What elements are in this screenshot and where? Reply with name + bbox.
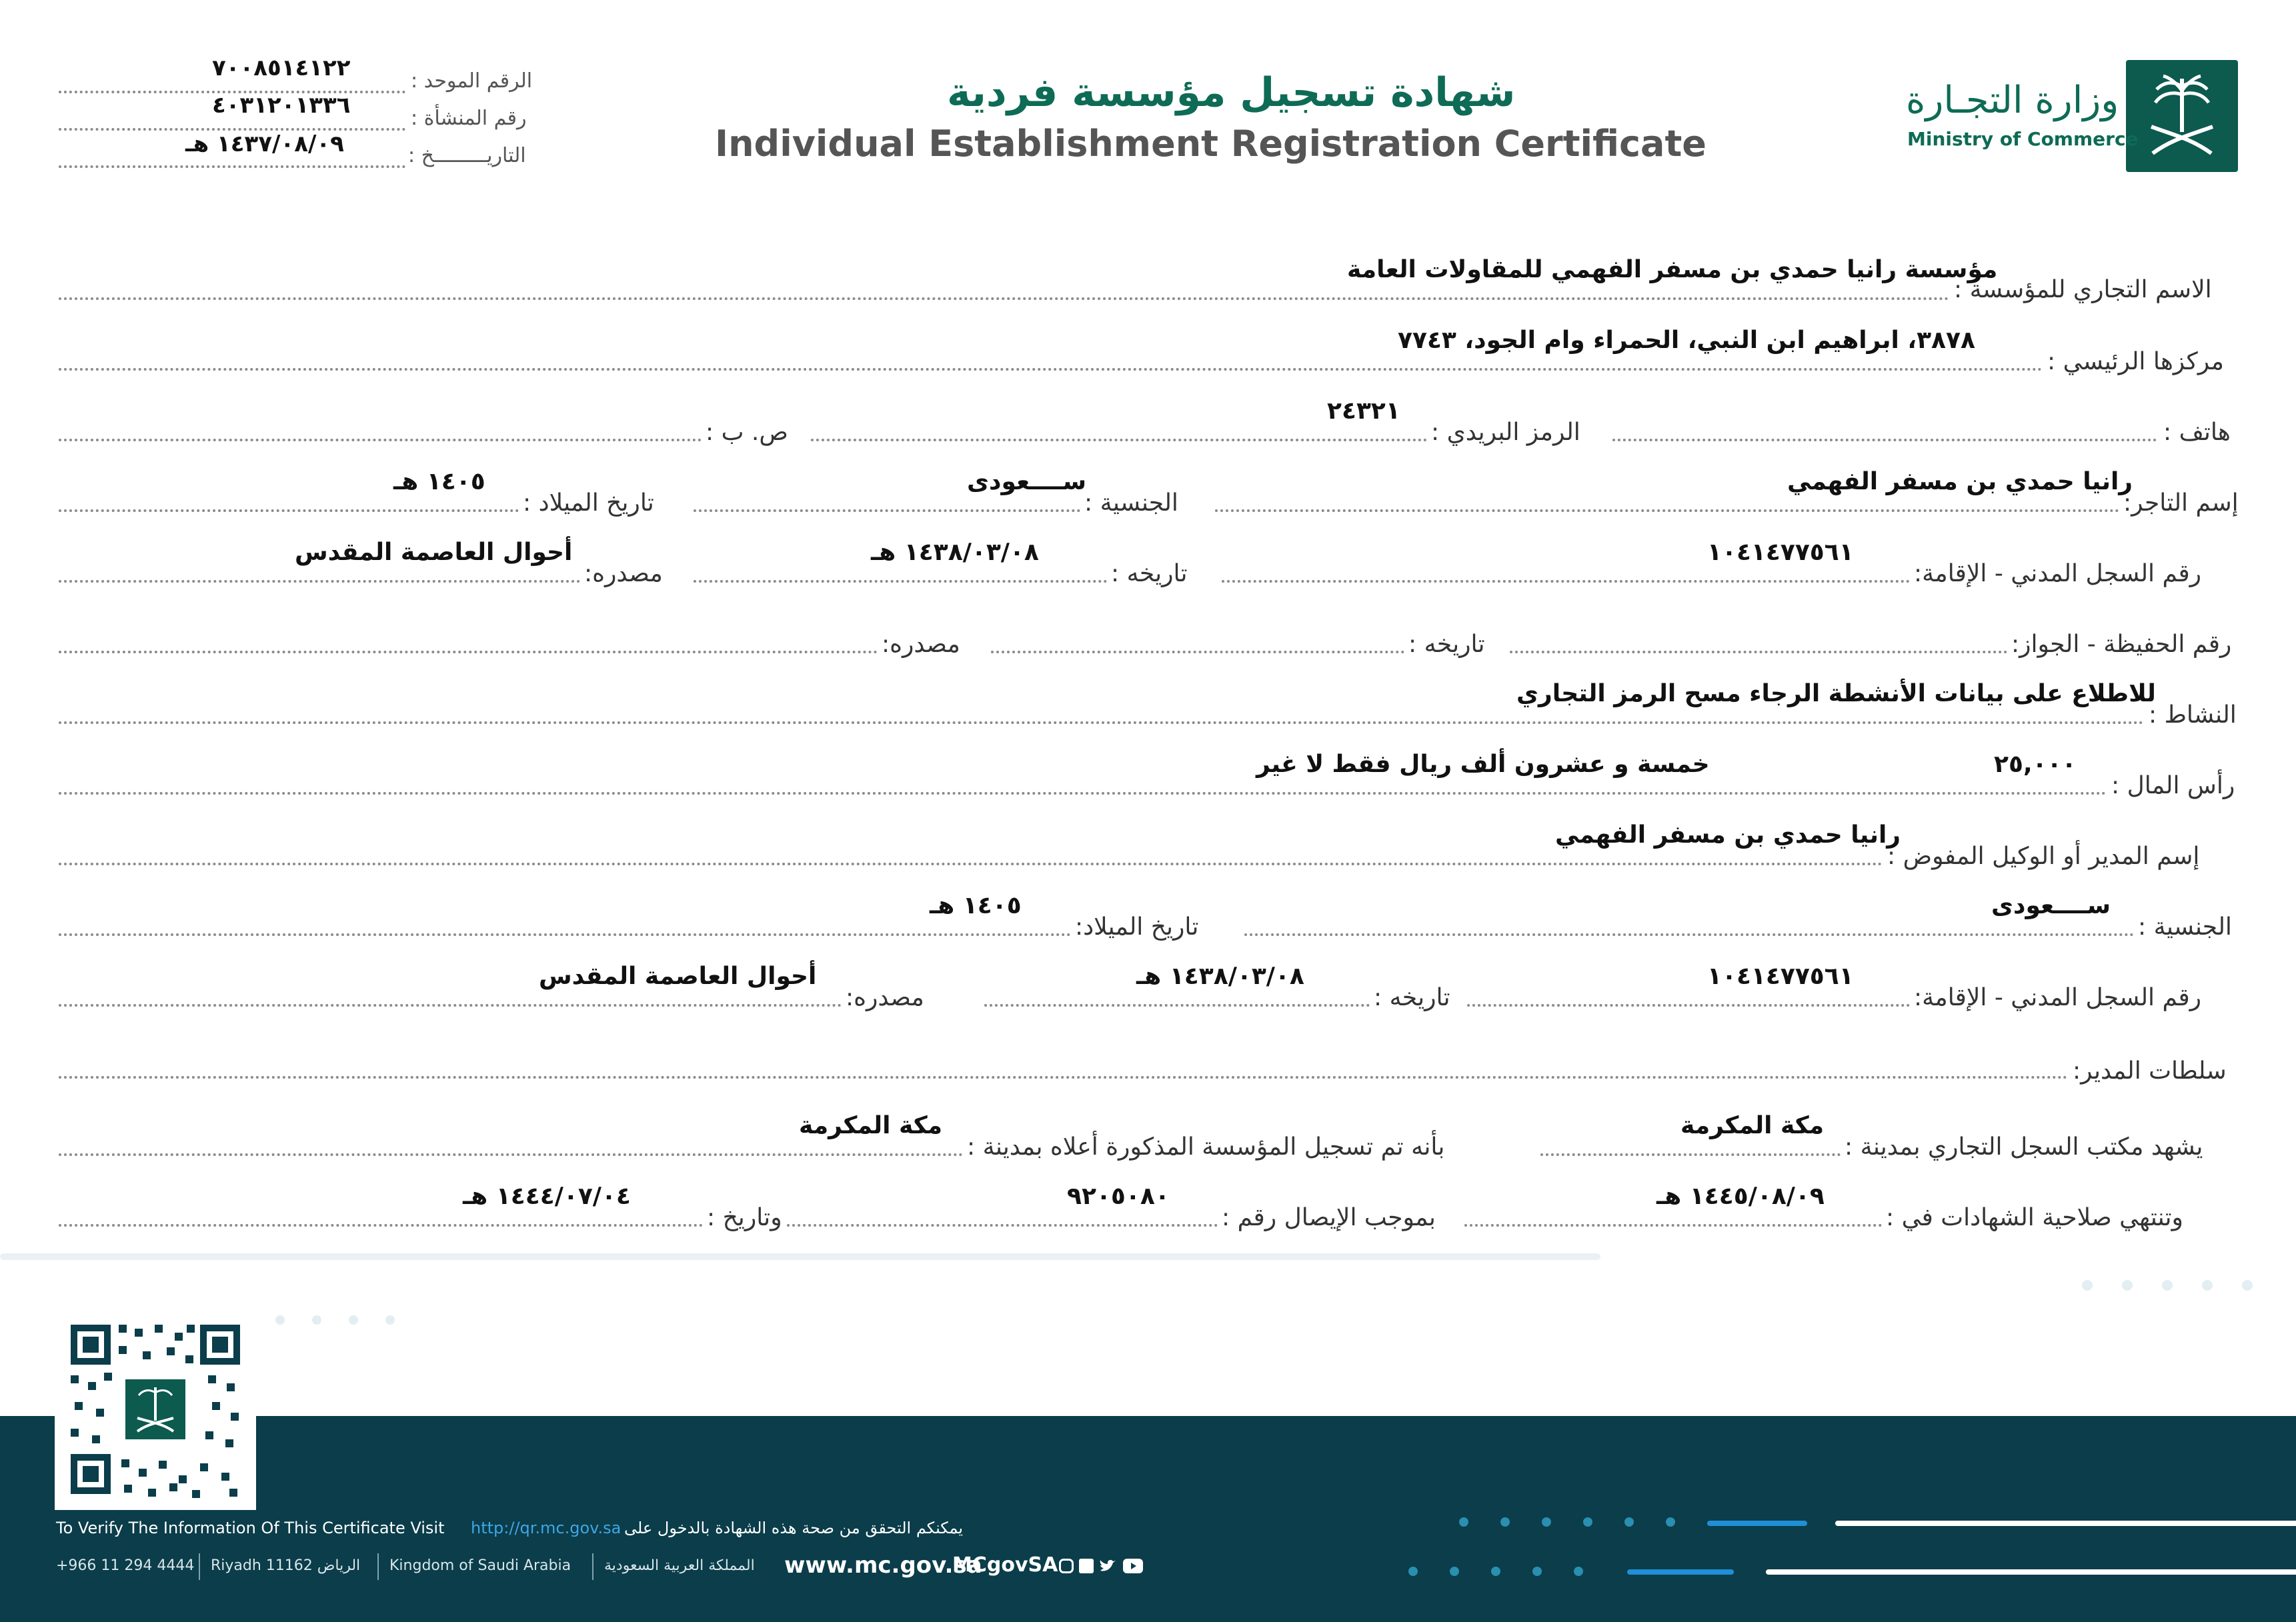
passport-label: رقم الحفيظة - الجواز: (2011, 631, 2232, 658)
footer-country-arabic: المملكة العربية السعودية (604, 1557, 755, 1574)
source-line (59, 580, 580, 583)
footer-dot (1624, 1517, 1634, 1527)
manager-source-line (59, 1004, 842, 1007)
expiry-value: ١٤٤٥/٠٨/٠٩ هـ (1656, 1183, 1825, 1210)
manager-label: إسم المدير أو الوكيل المفوض : (1887, 843, 2200, 870)
footer-dot (1574, 1567, 1583, 1576)
civil-date-label: تاريخه : (1111, 560, 1188, 587)
receipt-value: ٩٢٠٥٠٨٠ (1067, 1183, 1170, 1210)
verify-text-arabic: يمكنكم التحقق من صحة هذه الشهادة بالدخول على (624, 1519, 964, 1537)
hq-label: مركزها الرئيسي : (2047, 348, 2224, 375)
receipt-label: بموجب الإيصال رقم : (1222, 1204, 1436, 1231)
passport-source-line (59, 651, 878, 653)
date-line (59, 165, 405, 168)
postal-code-label: الرمز البريدي : (1431, 419, 1580, 446)
phone-label: هاتف : (2163, 419, 2231, 446)
nationality-label: الجنسية : (1084, 489, 1178, 517)
receipt-line (787, 1224, 1218, 1227)
merchant-value: رانيا حمدي بن مسفر الفهمي (1787, 468, 2133, 495)
establishment-number-label: رقم المنشأة : (411, 107, 527, 130)
footer-handle: MCgovSA (952, 1553, 1058, 1577)
manager-civil-line (1467, 1004, 1910, 1007)
date-label: التاريـــــــــخ : (408, 144, 526, 167)
footer-stripe (1835, 1521, 2296, 1526)
footer-dot (1666, 1517, 1675, 1527)
manager-nationality-line (1244, 933, 2134, 936)
ministry-name-english: Ministry of Commerce (1907, 128, 2139, 150)
manager-nationality-label: الجنسية : (2138, 913, 2232, 941)
manager-line (59, 863, 1883, 865)
trade-name-label: الاسم التجاري للمؤسسة : (1954, 276, 2212, 303)
twitter-icon[interactable] (1099, 1559, 1116, 1573)
verify-text-english: To Verify The Information Of This Certificate Visit (56, 1519, 445, 1537)
title-arabic: شهادة تسجيل مؤسسة فردية (947, 69, 1516, 116)
manager-birth-line (59, 933, 1071, 936)
receipt-date-value: ١٤٤٤/٠٧/٠٤ هـ (463, 1183, 631, 1210)
civil-id-line (1222, 580, 1910, 583)
footer-dot (1491, 1567, 1500, 1576)
passport-line (1510, 651, 2007, 653)
merchant-label: إسم التاجر: (2123, 489, 2239, 517)
hq-value: ٣٨٧٨، ابراهيم ابن النبي، الحمراء وام الجود، ٧٧٤٣ (1398, 327, 1975, 354)
passport-source-label: مصدره: (882, 631, 960, 658)
capital-value: ٢٥,٠٠٠ (1994, 751, 2077, 778)
office-line (1540, 1153, 1841, 1156)
office-city-value: مكة المكرمة (1680, 1112, 1825, 1139)
registered-line (59, 1153, 963, 1156)
manager-source-label: مصدره: (846, 984, 924, 1011)
nationality-value: ســــعودى (967, 468, 1086, 495)
ministry-emblem-icon (2126, 60, 2238, 172)
footer-website-link[interactable]: www.mc.gov.sa (784, 1552, 982, 1579)
youtube-icon[interactable] (1123, 1559, 1143, 1573)
receipt-date-label: وتاريخ : (707, 1204, 782, 1231)
footer-divider (199, 1553, 200, 1580)
footer-dot (1542, 1517, 1551, 1527)
trade-name-value: مؤسسة رانيا حمدي بن مسفر الفهمي للمقاولات العامة (1347, 256, 1998, 283)
source-label: مصدره: (584, 560, 663, 587)
merchant-line (1215, 509, 2119, 512)
birth-date-value: ١٤٠٥ هـ (393, 468, 485, 495)
title-english: Individual Establishment Registration Certificate (715, 123, 1706, 165)
manager-nationality-value: ســــعودى (1991, 892, 2111, 919)
civil-id-value: ١٠٤١٤٧٧٥٦١ (1707, 539, 1854, 566)
passport-date-label: تاريخه : (1408, 631, 1485, 658)
postal-code-value: ٢٤٣٢١ (1327, 397, 1400, 425)
pobox-line (59, 439, 702, 441)
footer-phone: +966 11 294 4444 (56, 1557, 195, 1574)
hq-line (59, 368, 2043, 371)
footer-dot (1500, 1517, 1510, 1527)
source-value: أحوال العاصمة المقدس (295, 539, 573, 566)
ministry-name-arabic: وزارة التجـارة (1906, 79, 2119, 122)
activity-value: للاطلاع على بيانات الأنشطة الرجاء مسح الرمز التجاري (1516, 680, 2156, 707)
registered-label: بأنه تم تسجيل المؤسسة المذكورة أعلاه بمدينة : (967, 1133, 1445, 1161)
pobox-label: ص. ب : (706, 419, 788, 446)
receipt-date-line (59, 1224, 703, 1227)
capital-line (59, 792, 2107, 795)
date-value: ١٤٣٧/٠٨/٠٩ هـ (185, 131, 344, 157)
footer-stripe (1707, 1521, 1807, 1526)
manager-authority-line (59, 1076, 2069, 1079)
expiry-line (1464, 1224, 1882, 1227)
nationality-line (694, 509, 1080, 512)
footer-dot (1532, 1567, 1542, 1576)
footer-dot (1450, 1567, 1459, 1576)
establishment-number-value: ٤٠٣١٢٠١٣٣٦ (212, 92, 351, 119)
activity-label: النشاط : (2149, 701, 2237, 729)
civil-id-label: رقم السجل المدني - الإقامة: (1914, 560, 2202, 587)
facebook-icon[interactable] (1079, 1559, 1094, 1573)
unified-number-value: ٧٠٠٨٥١٤١٢٢ (212, 55, 351, 81)
manager-civil-date-label: تاريخه : (1374, 984, 1450, 1011)
instagram-icon[interactable] (1059, 1559, 1074, 1573)
footer-divider (377, 1553, 379, 1580)
footer-dot (1459, 1517, 1468, 1527)
office-label: يشهد مكتب السجل التجاري بمدينة : (1845, 1133, 2203, 1161)
phone-line (1612, 439, 2157, 441)
civil-date-value: ١٤٣٨/٠٣/٠٨ هـ (871, 539, 1039, 566)
qr-code-icon[interactable] (55, 1309, 256, 1510)
manager-civil-date-line (984, 1004, 1370, 1007)
manager-authority-label: سلطات المدير: (2073, 1057, 2227, 1085)
capital-words-value: خمسة و عشرون ألف ريال فقط لا غير (1256, 751, 1710, 778)
manager-value: رانيا حمدي بن مسفر الفهمي (1555, 821, 1901, 849)
footer-stripe (1766, 1569, 2296, 1575)
trade-name-line (59, 297, 1950, 300)
manager-civil-label: رقم السجل المدني - الإقامة: (1914, 984, 2202, 1011)
footer-city: Riyadh 11162 الرياض (211, 1557, 361, 1574)
footer-stripe (1627, 1569, 1734, 1575)
decorative-pattern (0, 1253, 2296, 1416)
manager-civil-date-value: ١٤٣٨/٠٣/٠٨ هـ (1136, 963, 1304, 990)
footer-dot (1583, 1517, 1592, 1527)
passport-date-line (991, 651, 1404, 653)
birth-date-label: تاريخ الميلاد : (523, 489, 654, 517)
unified-number-label: الرقم الموحد : (411, 69, 533, 93)
verify-url-link[interactable]: http://qr.mc.gov.sa (471, 1519, 622, 1537)
footer-dot (1408, 1567, 1418, 1576)
footer-country: Kingdom of Saudi Arabia (389, 1557, 571, 1574)
civil-date-line (694, 580, 1107, 583)
capital-label: رأس المال : (2111, 772, 2235, 799)
manager-civil-value: ١٠٤١٤٧٧٥٦١ (1707, 963, 1854, 990)
manager-birth-label: تاريخ الميلاد: (1075, 913, 1199, 941)
registered-city-value: مكة المكرمة (799, 1112, 943, 1139)
activity-line (59, 721, 2145, 724)
expiry-label: وتنتهي صلاحية الشهادات في : (1886, 1204, 2183, 1231)
manager-source-value: أحوال العاصمة المقدس (539, 963, 817, 990)
postal-code-line (811, 439, 1427, 441)
birth-date-line (59, 509, 519, 512)
footer-divider (592, 1553, 594, 1580)
manager-birth-value: ١٤٠٥ هـ (930, 892, 1022, 919)
